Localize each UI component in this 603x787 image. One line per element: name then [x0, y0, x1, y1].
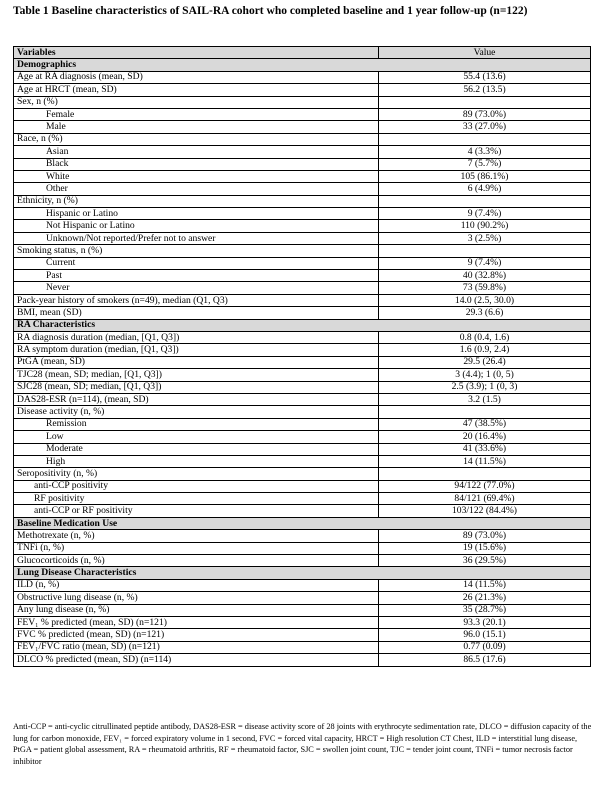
section-title: Baseline Medication Use — [14, 517, 591, 529]
table-row — [14, 505, 591, 517]
variable-cell: Age at RA diagnosis (mean, SD) — [14, 71, 379, 83]
variable-cell: Ethnicity, n (%) — [14, 195, 379, 207]
section-title: RA Characteristics — [14, 319, 591, 331]
table-row — [14, 468, 591, 480]
variable-cell: RF positivity — [14, 493, 379, 505]
variable-cell: RA diagnosis duration (median, [Q1, Q3]) — [14, 331, 379, 343]
variable-cell: SJC28 (mean, SD; median, [Q1, Q3]) — [14, 381, 379, 393]
variable-cell: Never — [14, 282, 379, 294]
section-header-row — [14, 319, 591, 331]
variable-cell: Any lung disease (n, %) — [14, 604, 379, 616]
variable-cell: Low — [14, 431, 379, 443]
value-cell: 0.77 (0.09) — [379, 641, 591, 653]
value-cell: 86.5 (17.6) — [379, 654, 591, 666]
table-row — [14, 393, 591, 405]
variable-cell: Obstructive lung disease (n, %) — [14, 592, 379, 604]
table-row — [14, 232, 591, 244]
baseline-characteristics-table — [13, 46, 591, 667]
section-header-row — [14, 59, 591, 71]
value-cell: 84/121 (69.4%) — [379, 493, 591, 505]
table-row — [14, 369, 591, 381]
value-cell: 14 (11.5%) — [379, 579, 591, 591]
table-row — [14, 208, 591, 220]
value-cell: 105 (86.1%) — [379, 170, 591, 182]
variable-cell: Sex, n (%) — [14, 96, 379, 108]
table-row — [14, 418, 591, 430]
value-cell: 73 (59.8%) — [379, 282, 591, 294]
value-cell: 35 (28.7%) — [379, 604, 591, 616]
value-cell: 55.4 (13.6) — [379, 71, 591, 83]
table-row — [14, 183, 591, 195]
variable-cell: Glucocorticoids (n, %) — [14, 555, 379, 567]
variable-cell: Black — [14, 158, 379, 170]
table-row — [14, 616, 591, 628]
variable-cell: Past — [14, 270, 379, 282]
variable-cell: RA symptom duration (median, [Q1, Q3]) — [14, 344, 379, 356]
variable-cell: Seropositivity (n, %) — [14, 468, 379, 480]
variable-cell: TNFi (n, %) — [14, 542, 379, 554]
table-row — [14, 493, 591, 505]
value-cell: 56.2 (13.5) — [379, 84, 591, 96]
table-row — [14, 555, 591, 567]
variable-cell: DLCO % predicted (mean, SD) (n=114) — [14, 654, 379, 666]
table-row — [14, 220, 591, 232]
value-cell: 36 (29.5%) — [379, 555, 591, 567]
value-cell: 9 (7.4%) — [379, 257, 591, 269]
variable-cell: Asian — [14, 146, 379, 158]
value-cell: 19 (15.6%) — [379, 542, 591, 554]
variable-cell: anti-CCP or RF positivity — [14, 505, 379, 517]
variable-cell: Other — [14, 183, 379, 195]
table-row — [14, 641, 591, 653]
table-row — [14, 170, 591, 182]
value-cell: 0.8 (0.4, 1.6) — [379, 331, 591, 343]
value-cell — [379, 406, 591, 418]
variable-cell: ILD (n, %) — [14, 579, 379, 591]
value-cell: 89 (73.0%) — [379, 530, 591, 542]
value-cell: 29.5 (26.4) — [379, 356, 591, 368]
table-row — [14, 307, 591, 319]
variable-cell: White — [14, 170, 379, 182]
table-row — [14, 282, 591, 294]
table-footnote: Anti-CCP = anti-cyclic citrullinated peptide antibody, DAS28-ESR = disease activity score of 28 joints with erythrocyte sedimentation rate, DLCO = diffusion capacity of the lung for carbon monoxide, FEV₁ = forced expiratory volume in 1 second, FVC = forced vital capacity, HRCT = High resolution CT Chest, ILD = interstitial lung disease, PtGA = patient global assessment, RA = rheumatoid arthritis, RF = rheumatoid factor, SJC = swollen joint count, TJC = tender joint count, TNFi = tumor necrosis factor inhibitor — [13, 722, 592, 766]
variable-cell: Moderate — [14, 443, 379, 455]
table-row — [14, 84, 591, 96]
value-cell: 41 (33.6%) — [379, 443, 591, 455]
variable-cell: TJC28 (mean, SD; median, [Q1, Q3]) — [14, 369, 379, 381]
value-cell: 3 (2.5%) — [379, 232, 591, 244]
value-cell: 3.2 (1.5) — [379, 393, 591, 405]
variable-cell: DAS28-ESR (n=114), (mean, SD) — [14, 393, 379, 405]
value-cell: 110 (90.2%) — [379, 220, 591, 232]
table-row — [14, 356, 591, 368]
table-row — [14, 443, 591, 455]
table-row — [14, 331, 591, 343]
variable-cell: FEV₁ % predicted (mean, SD) (n=121) — [14, 616, 379, 628]
value-cell: 6 (4.9%) — [379, 183, 591, 195]
variable-cell: Unknown/Not reported/Prefer not to answer — [14, 232, 379, 244]
value-cell: 29.3 (6.6) — [379, 307, 591, 319]
table-row — [14, 381, 591, 393]
table-row — [14, 579, 591, 591]
variable-cell: FVC % predicted (mean, SD) (n=121) — [14, 629, 379, 641]
variable-cell: Pack-year history of smokers (n=49), median (Q1, Q3) — [14, 294, 379, 306]
value-cell: 103/122 (84.4%) — [379, 505, 591, 517]
value-cell: 4 (3.3%) — [379, 146, 591, 158]
variable-cell: Hispanic or Latino — [14, 208, 379, 220]
variable-cell: Not Hispanic or Latino — [14, 220, 379, 232]
variable-cell: Disease activity (n, %) — [14, 406, 379, 418]
value-cell: 7 (5.7%) — [379, 158, 591, 170]
table-row — [14, 195, 591, 207]
variable-cell: Age at HRCT (mean, SD) — [14, 84, 379, 96]
section-title: Lung Disease Characteristics — [14, 567, 591, 579]
table-row — [14, 542, 591, 554]
table-row — [14, 294, 591, 306]
variable-cell: Race, n (%) — [14, 133, 379, 145]
value-cell: 26 (21.3%) — [379, 592, 591, 604]
table-row — [14, 108, 591, 120]
table-body — [14, 59, 591, 666]
value-cell: 94/122 (77.0%) — [379, 480, 591, 492]
value-cell — [379, 96, 591, 108]
variable-cell: anti-CCP positivity — [14, 480, 379, 492]
value-cell: 93.3 (20.1) — [379, 616, 591, 628]
value-cell — [379, 133, 591, 145]
value-cell: 96.0 (15.1) — [379, 629, 591, 641]
value-cell: 9 (7.4%) — [379, 208, 591, 220]
table-row — [14, 455, 591, 467]
table-row — [14, 245, 591, 257]
table-row — [14, 406, 591, 418]
value-cell — [379, 245, 591, 257]
section-header-row — [14, 517, 591, 529]
table-header-row — [14, 47, 591, 59]
table-row — [14, 629, 591, 641]
variable-cell: FEV₁/FVC ratio (mean, SD) (n=121) — [14, 641, 379, 653]
variable-cell: BMI, mean (SD) — [14, 307, 379, 319]
table-row — [14, 133, 591, 145]
table-row — [14, 530, 591, 542]
variable-cell: Male — [14, 121, 379, 133]
table-row — [14, 146, 591, 158]
variable-cell: Current — [14, 257, 379, 269]
table-row — [14, 121, 591, 133]
variable-cell: High — [14, 455, 379, 467]
section-header-row — [14, 567, 591, 579]
variable-cell: Methotrexate (n, %) — [14, 530, 379, 542]
value-cell: 89 (73.0%) — [379, 108, 591, 120]
table-row — [14, 270, 591, 282]
section-title: Demographics — [14, 59, 591, 71]
value-cell — [379, 468, 591, 480]
table-row — [14, 158, 591, 170]
variable-cell: Female — [14, 108, 379, 120]
value-cell: 14.0 (2.5, 30.0) — [379, 294, 591, 306]
table-row — [14, 480, 591, 492]
column-header-value: Value — [379, 47, 591, 59]
value-cell: 47 (38.5%) — [379, 418, 591, 430]
value-cell: 2.5 (3.9); 1 (0, 3) — [379, 381, 591, 393]
value-cell: 1.6 (0.9, 2.4) — [379, 344, 591, 356]
table-title: Table 1 Baseline characteristics of SAIL-RA cohort who completed baseline and 1 year follow-up (n=122) — [13, 5, 528, 17]
table-row — [14, 71, 591, 83]
variable-cell: Remission — [14, 418, 379, 430]
table-row — [14, 592, 591, 604]
table-row — [14, 604, 591, 616]
variable-cell: Smoking status, n (%) — [14, 245, 379, 257]
table-row — [14, 257, 591, 269]
value-cell: 40 (32.8%) — [379, 270, 591, 282]
table-row — [14, 654, 591, 666]
value-cell: 3 (4.4); 1 (0, 5) — [379, 369, 591, 381]
value-cell: 14 (11.5%) — [379, 455, 591, 467]
table-row — [14, 344, 591, 356]
variable-cell: PtGA (mean, SD) — [14, 356, 379, 368]
column-header-variables: Variables — [14, 47, 379, 59]
value-cell: 33 (27.0%) — [379, 121, 591, 133]
value-cell — [379, 195, 591, 207]
value-cell: 20 (16.4%) — [379, 431, 591, 443]
table-row — [14, 96, 591, 108]
table-row — [14, 431, 591, 443]
